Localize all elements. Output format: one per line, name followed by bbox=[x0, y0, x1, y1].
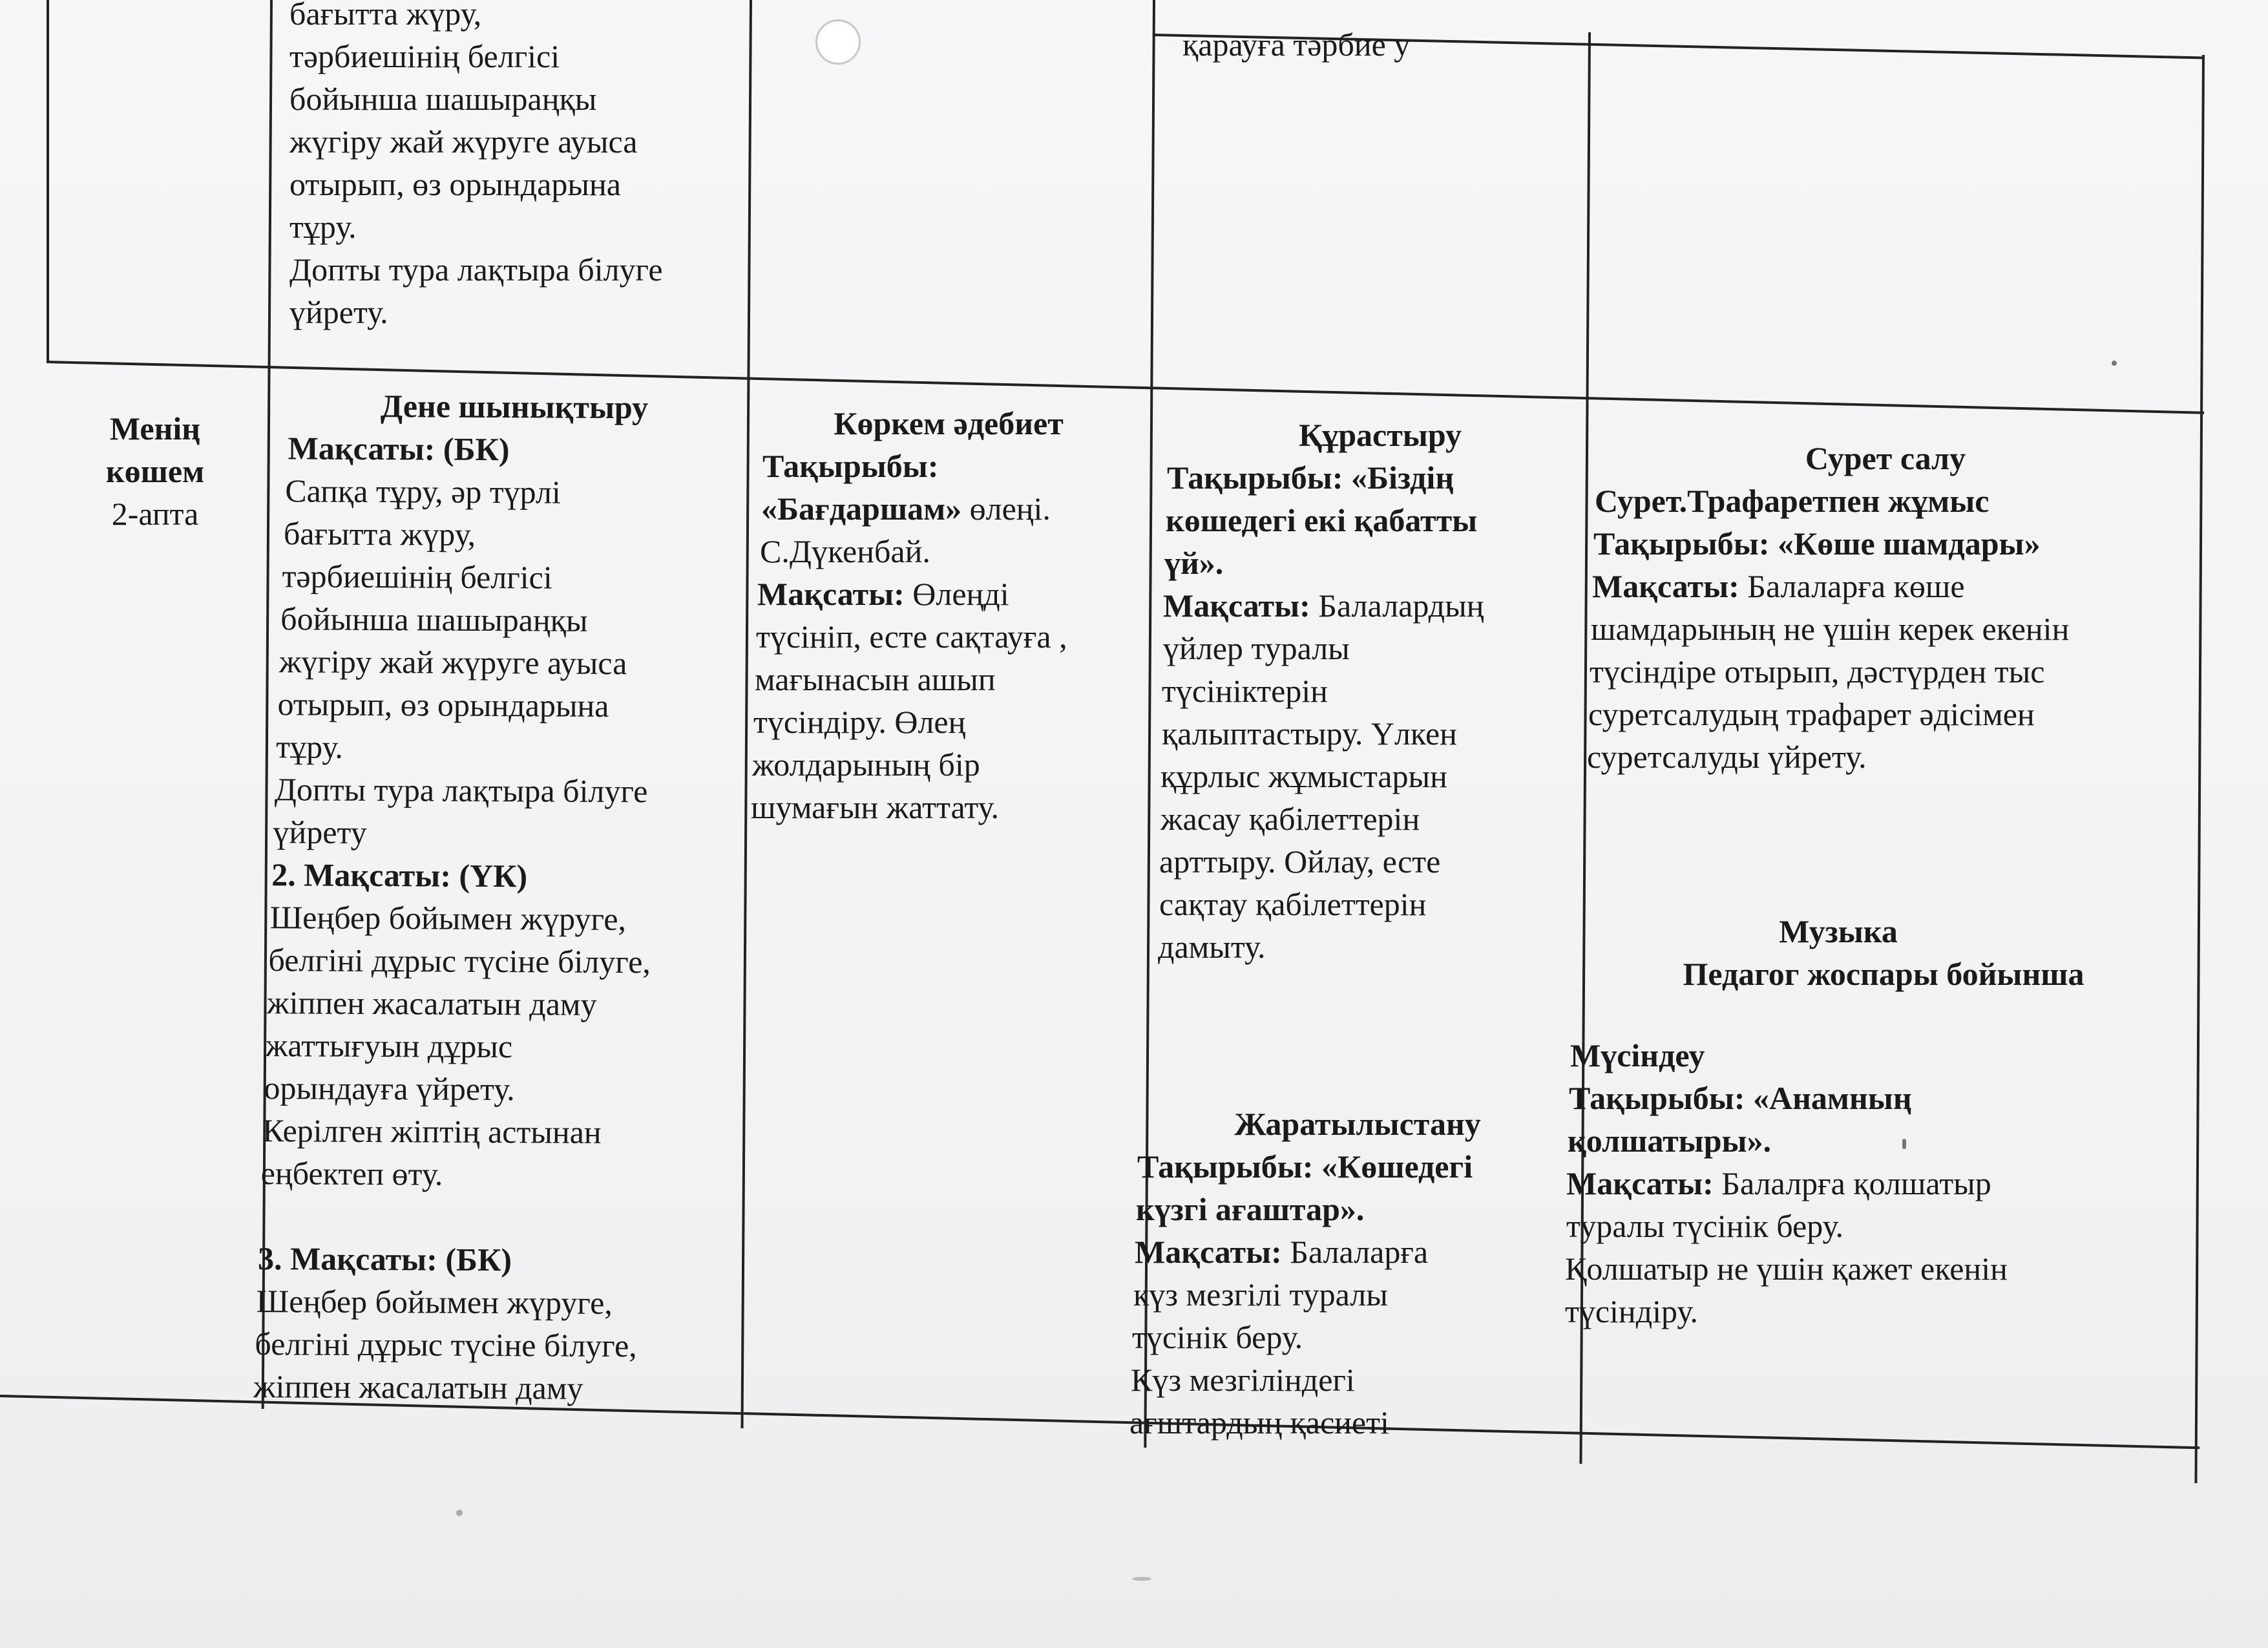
topic-label: Тақырыбы: bbox=[762, 448, 939, 484]
topic-text: «Анамның bbox=[1745, 1080, 1912, 1116]
author: С.Дүкенбай. bbox=[760, 533, 930, 569]
goal-line bbox=[1128, 1231, 1548, 1273]
pe-cell bbox=[251, 384, 734, 1410]
text-line: белгіні дұрыс түсіне білуге, bbox=[255, 1326, 637, 1364]
text-line: бойынша шашыраңқы bbox=[289, 81, 597, 117]
text-line: отырып, өз орындарына bbox=[277, 686, 609, 724]
text-line: түсінік беру. bbox=[1132, 1319, 1303, 1355]
text-line: үйрету. bbox=[289, 294, 388, 330]
text-line: жаттығуын дұрыс bbox=[265, 1027, 513, 1065]
goal-line bbox=[1154, 584, 1580, 627]
text-line: белгіні дұрыс түсіне білуге, bbox=[268, 942, 651, 980]
goal-text: Өлеңді bbox=[904, 576, 1009, 612]
text-line: Керілген жіптің астынан bbox=[262, 1112, 602, 1150]
topic-title: «Бағдаршам» bbox=[761, 491, 962, 527]
goal-label: Мақсаты: bbox=[757, 576, 905, 612]
goal-label: Мақсаты: bbox=[1592, 568, 1739, 604]
topic-label: Тақырыбы: bbox=[1569, 1080, 1745, 1116]
text-line: тәрбиешінің белгісі bbox=[282, 558, 552, 596]
drawing-subheading: Сурет.Трафаретпен жұмыс bbox=[1595, 483, 1990, 519]
goal-label: Мақсаты: (БК) bbox=[288, 430, 510, 468]
punch-hole bbox=[815, 19, 861, 65]
text-line: Допты тура лақтыра білуге bbox=[274, 771, 648, 810]
text-line: қарауға тәрбие у bbox=[1182, 26, 1411, 63]
text-line: құрлыс жұмыстарын bbox=[1160, 758, 1447, 794]
text-line: мағынасын ашып bbox=[755, 661, 996, 697]
text-line: түсініктерін bbox=[1162, 673, 1328, 709]
literature-cell bbox=[748, 402, 1149, 829]
goal-text: Балалардың bbox=[1310, 587, 1484, 624]
text-line: еңбектеп өту. bbox=[260, 1155, 443, 1192]
text-line: Сапқа тұру, әр түрлі bbox=[285, 472, 561, 511]
text-line: қолшатыры». bbox=[1568, 1123, 1772, 1159]
text-line: жүгіру жай жүруге ауыса bbox=[278, 643, 627, 682]
topic-label: Тақырыбы: bbox=[1593, 525, 1770, 562]
modeling-heading: Мүсіндеу bbox=[1570, 1037, 1705, 1073]
text-line: тұру. bbox=[289, 209, 357, 245]
literature-heading: Көркем әдебиет bbox=[834, 405, 1064, 441]
goal-label: Мақсаты: bbox=[1163, 587, 1310, 624]
week-number: 2-апта bbox=[111, 496, 199, 532]
text-line: Шеңбер бойымен жүруге, bbox=[256, 1283, 613, 1321]
scan-speck bbox=[2112, 361, 2117, 366]
text-line: бағытта жүру, bbox=[289, 0, 482, 32]
scan-speck bbox=[1132, 1577, 1151, 1581]
text-line: түсіндіру. Өлең bbox=[753, 704, 966, 740]
nature-cell bbox=[1128, 1103, 1548, 1444]
text-line: жүгіру жай жүруге ауыса bbox=[289, 123, 638, 160]
text-line: жолдарының бір bbox=[752, 746, 980, 783]
text-line: отырып, өз орындарына bbox=[289, 166, 621, 202]
text-line: Қолшатыр не үшін қажет екенін bbox=[1565, 1251, 2008, 1287]
goal-text: Балаларға bbox=[1281, 1234, 1429, 1270]
goal-label: 3. Мақсаты: (БК) bbox=[257, 1240, 512, 1278]
topic-label: Тақырыбы: bbox=[1167, 460, 1343, 496]
goal-line bbox=[748, 573, 1149, 615]
week-label-cell bbox=[65, 407, 246, 535]
pe-heading: Дене шынықтыру bbox=[380, 388, 649, 426]
topic-label: Тақырыбы: bbox=[1137, 1148, 1314, 1185]
topic-line bbox=[1582, 522, 2183, 565]
topic-text: «Көшедегі bbox=[1313, 1148, 1473, 1185]
text-line: түсіндіру. bbox=[1565, 1293, 1698, 1329]
text-line: дамыту. bbox=[1158, 929, 1266, 965]
goal-line bbox=[1582, 565, 2183, 607]
text-line: жіппен жасалатын даму bbox=[253, 1368, 583, 1406]
text-line: Допты тура лақтыра білуге bbox=[289, 251, 663, 288]
drawing-cell bbox=[1582, 437, 2183, 778]
text-line: Шеңбер бойымен жүруге, bbox=[269, 899, 627, 938]
text-line: орындауға үйрету. bbox=[264, 1070, 515, 1108]
text-line: түсіндіре отырып, дәстүрден тыс bbox=[1590, 653, 2045, 690]
text-line: қалыптастыру. Үлкен bbox=[1162, 715, 1457, 752]
text-line: күзгі ағаштар». bbox=[1136, 1191, 1365, 1227]
construction-cell bbox=[1154, 414, 1580, 968]
scan-speck bbox=[456, 1510, 463, 1516]
text-line: түсініп, есте сақтауға , bbox=[756, 618, 1067, 655]
text-line: жіппен жасалатын даму bbox=[266, 984, 597, 1022]
text-line: үйрету bbox=[273, 814, 367, 850]
text-line: үй». bbox=[1164, 545, 1224, 581]
text-line: Күз мезгіліндегі bbox=[1131, 1362, 1355, 1398]
table-left-border bbox=[47, 0, 49, 363]
text-line: суретсалуды үйрету. bbox=[1587, 739, 1867, 775]
top-row-construction-cell bbox=[1182, 23, 1570, 66]
topic-text: «Біздің bbox=[1343, 460, 1454, 496]
goal-text: Балаларға көше bbox=[1739, 568, 1965, 604]
text-line: сақтау қабілеттерін bbox=[1159, 886, 1427, 922]
topic-line bbox=[748, 487, 1149, 530]
text-line: туралы түсінік беру. bbox=[1566, 1208, 1844, 1244]
text-line: тұру. bbox=[276, 728, 344, 765]
modeling-cell bbox=[1564, 1034, 2171, 1333]
goal-label: 2. Мақсаты: (ҮК) bbox=[271, 856, 528, 894]
text-line: суретсалудың трафарет әдісімен bbox=[1588, 696, 2035, 732]
text-line: шумағын жаттату. bbox=[751, 789, 1000, 825]
music-subheading: Педагог жоспары бойынша bbox=[1683, 956, 2084, 992]
music-heading: Музыка bbox=[1779, 913, 1898, 949]
text-line: тәрбиешінің белгісі bbox=[289, 38, 560, 74]
topic-line bbox=[1128, 1145, 1548, 1188]
text-line: көшедегі екі қабатты bbox=[1166, 502, 1478, 538]
text-line: бойынша шашыраңқы bbox=[280, 600, 588, 639]
goal-text: Балалрға қолшатыр bbox=[1713, 1165, 1991, 1201]
topic-rest: өлеңі. bbox=[961, 491, 1051, 527]
text-line: арттыру. Ойлау, есте bbox=[1159, 843, 1441, 880]
goal-label: Мақсаты: bbox=[1135, 1234, 1282, 1270]
text-line: ағштардың қасиеті bbox=[1129, 1404, 1389, 1441]
week-title: көшем bbox=[105, 453, 205, 489]
topic-title: «Көше шамдары» bbox=[1769, 525, 2041, 562]
table-right-border bbox=[2194, 55, 2205, 1483]
text-line: шамдарының не үшін керек екенін bbox=[1591, 611, 2070, 647]
topic-line bbox=[1564, 1077, 2171, 1119]
goal-line bbox=[1564, 1162, 2171, 1205]
construction-heading: Құрастыру bbox=[1298, 417, 1462, 453]
topic-line bbox=[1154, 456, 1580, 499]
week-title: Менің bbox=[109, 410, 201, 447]
drawing-heading: Сурет салу bbox=[1805, 440, 1966, 476]
text-line: күз мезгілі туралы bbox=[1133, 1276, 1388, 1313]
goal-label: Мақсаты: bbox=[1566, 1165, 1714, 1201]
music-cell bbox=[1577, 910, 2178, 995]
nature-heading: Жаратылыстану bbox=[1234, 1106, 1481, 1142]
text-line: үйлер туралы bbox=[1163, 630, 1350, 666]
scan-speck bbox=[1902, 1139, 1906, 1149]
text-line: жасау қабілеттерін bbox=[1160, 801, 1420, 837]
text-line: бағытта жүру, bbox=[283, 515, 476, 553]
top-row-pe-cell bbox=[289, 0, 742, 333]
